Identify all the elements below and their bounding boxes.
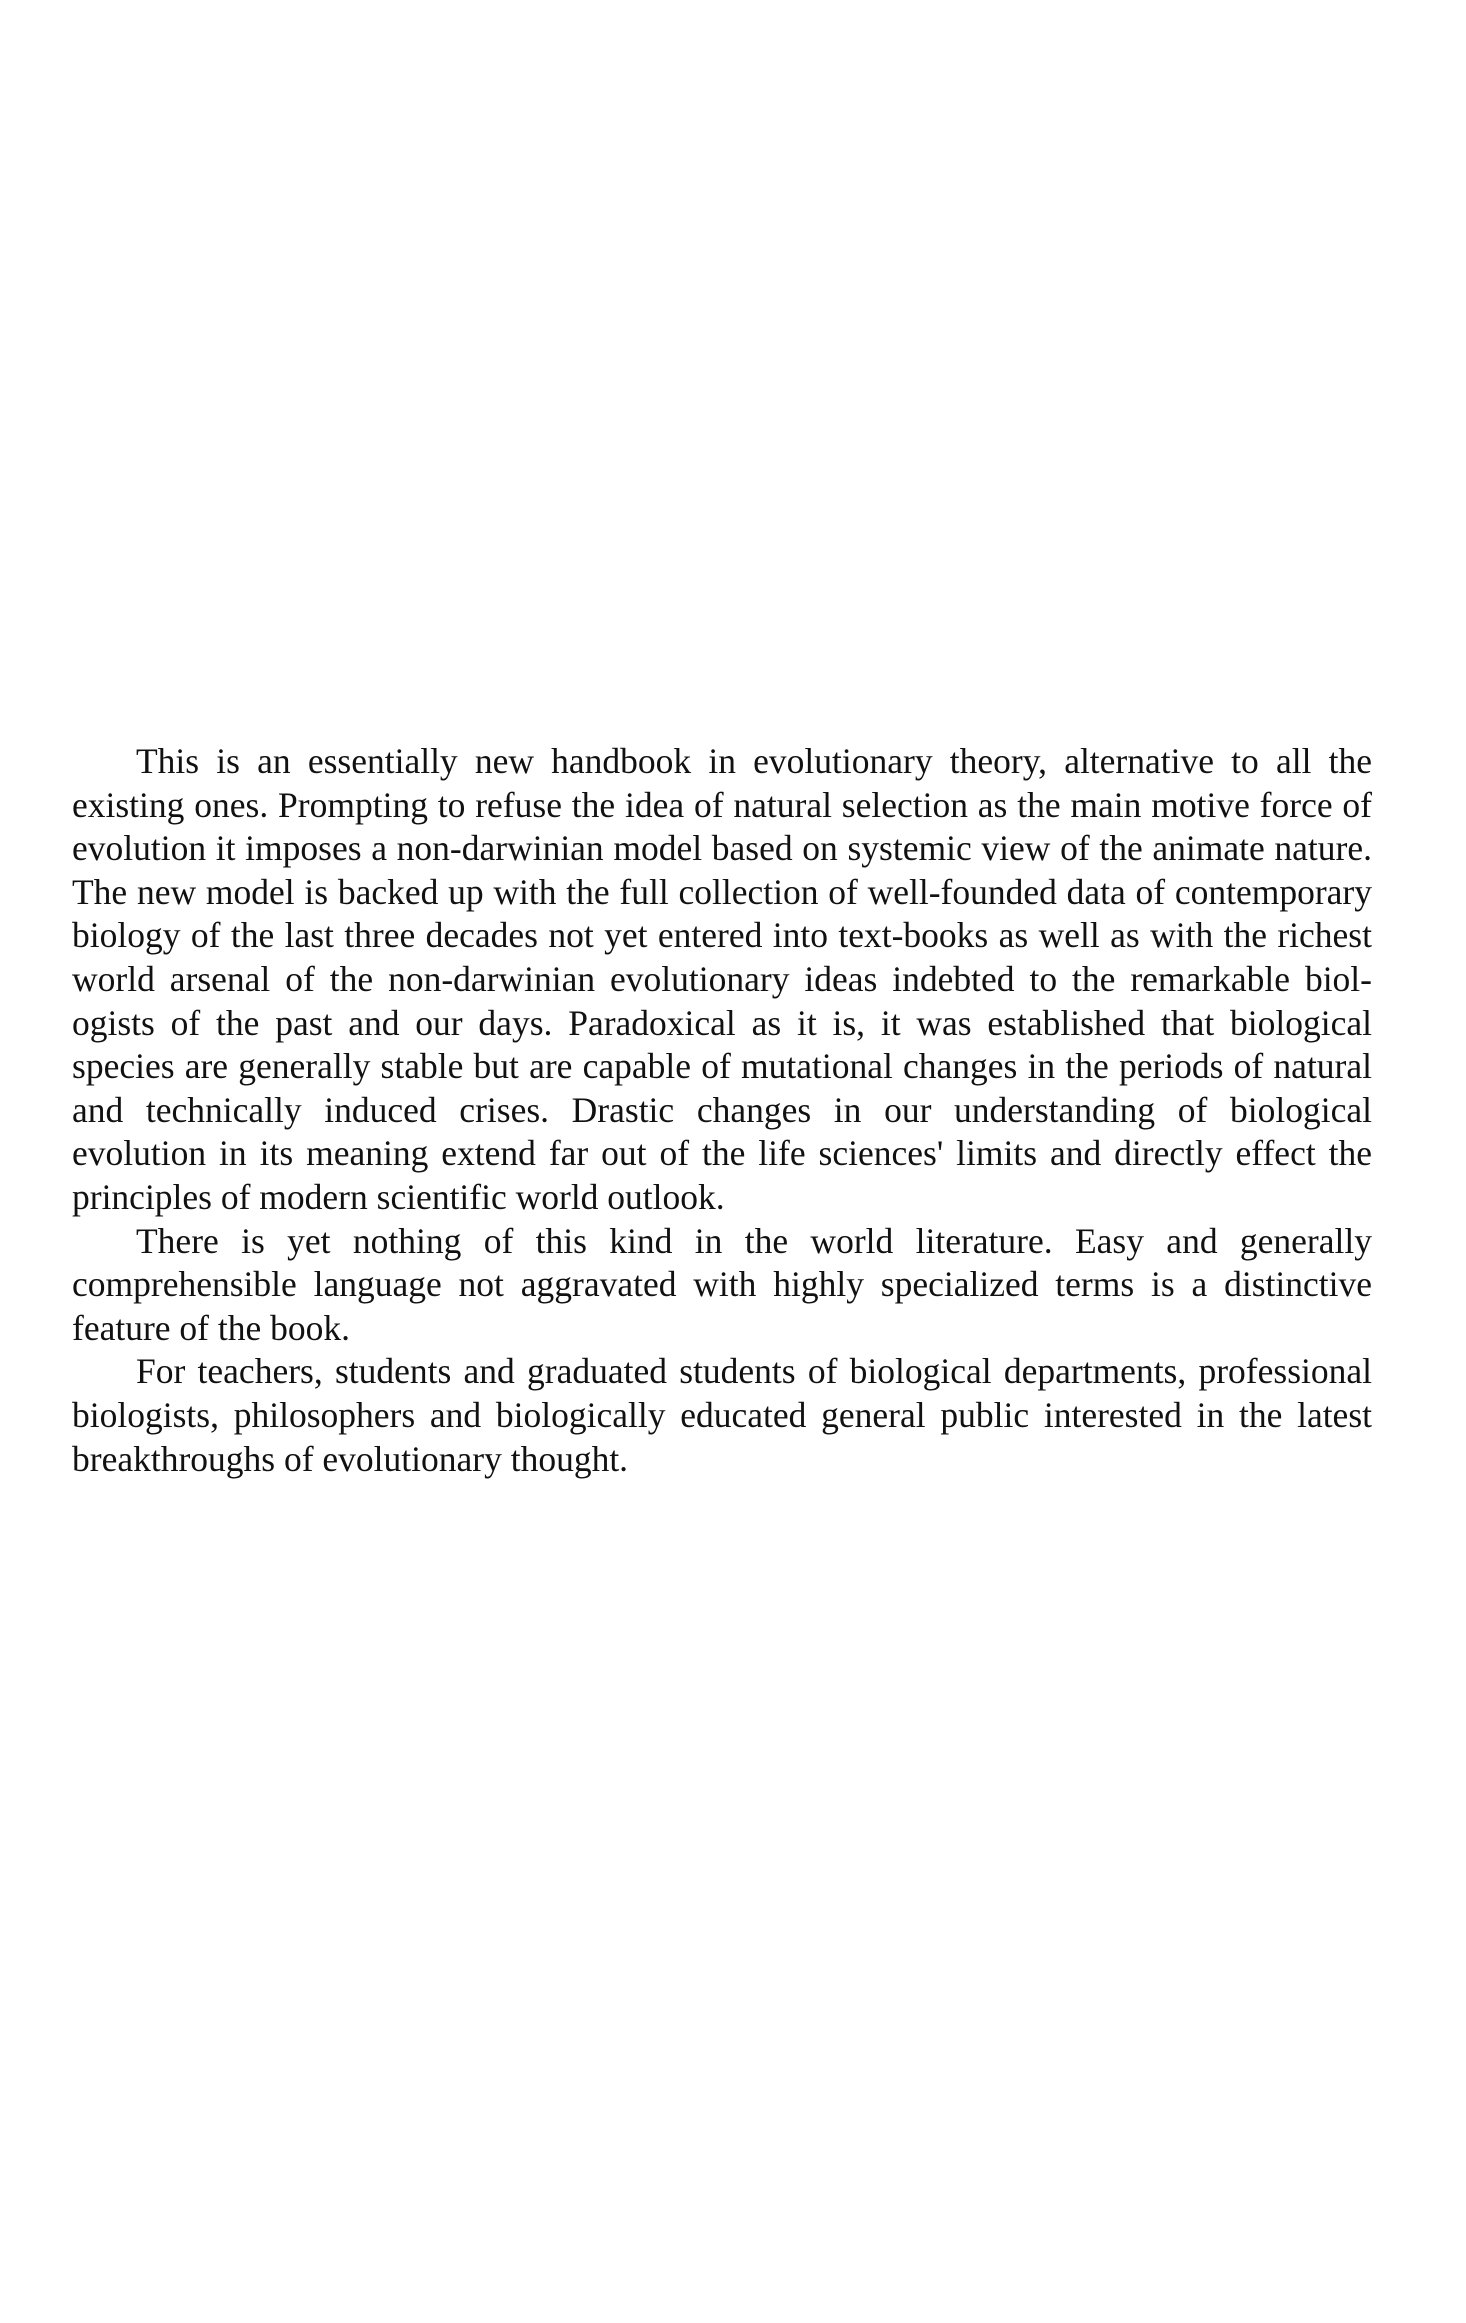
book-annotation	[72, 740, 1372, 1481]
annotation-paragraph-novelty: There is yet nothing of this kind in the world literature. Easy and generally comprehensible language not aggravated with highly specialized terms is a distinctive feature of the book.	[72, 1220, 1372, 1348]
annotation-paragraph-description: This is an essentially new handbook in evolutionary theory, alternative to all the existing ones. Prompting to refuse the idea of natural selection as the main motive force of evolution it imposes a non-darwinian model based on systemic view of the animate nature. The new model is backed up with the full collection of well-founded data of contemporary biology of the last three decades not yet entered into text-books as well as with the richest world arsenal of the non-darwinian evolutionary ideas indebted to the remarkable biologists of the past and our days. Paradoxical as it is, it was established that biological species are generally stable but are capable of mutational changes in the periods of natural and technically induced crises. Drastic changes in our understanding of biological evolution in its meaning extend far out of the life sciences' limits and directly effect the principles of modern scientific world outlook.	[72, 741, 1372, 1217]
annotation-paragraph-audience: For teachers, students and graduated students of biological departments, professional biologists, philosophers and biologically educated general public interested in the latest breakthroughs of evolutionary thought.	[72, 1351, 1372, 1479]
